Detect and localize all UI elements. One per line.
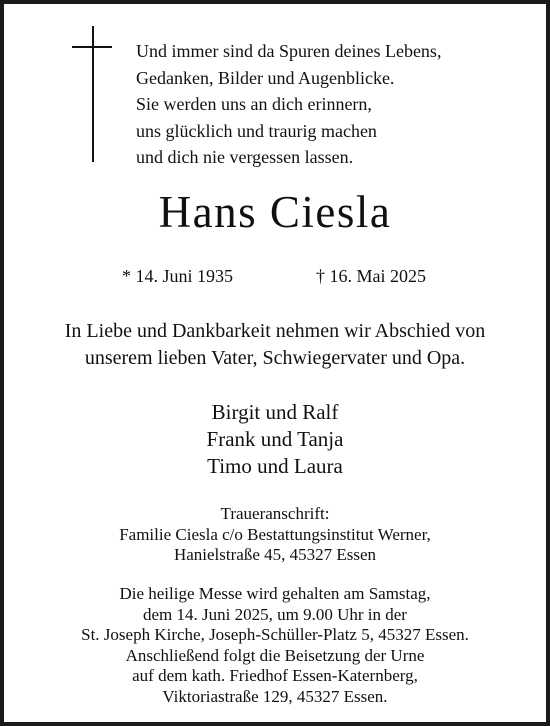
poem-line: Und immer sind da Spuren deines Lebens, [136, 41, 442, 61]
memorial-poem [136, 38, 441, 171]
farewell-line: unserem lieben Vater, Schwiegervater und Opa. [84, 347, 466, 369]
farewell-line: In Liebe und Dankbarkeit nehmen wir Abschied von [64, 320, 486, 342]
address-line: Hanielstraße 45, 45327 Essen [173, 545, 377, 564]
service-details [4, 584, 546, 707]
mourner-couple: Frank und Tanja [206, 427, 344, 451]
farewell-text [4, 318, 546, 372]
deceased-name: Hans Ciesla [158, 187, 392, 237]
service-line: Viktoriastraße 129, 45327 Essen. [162, 686, 388, 706]
mourners-list [4, 399, 546, 480]
poem-line: und dich nie vergessen lassen. [136, 147, 354, 167]
service-line: Die heilige Messe wird gehalten am Samstag, [119, 584, 431, 603]
poem-line: Gedanken, Bilder und Augenblicke. [136, 67, 395, 88]
poem-line: uns glücklich und traurig machen [136, 120, 377, 141]
mourner-couple: Timo und Laura [207, 454, 343, 478]
service-line: St. Joseph Kirche, Joseph-Schüller-Platz 5, 45327 Essen. [81, 625, 469, 644]
service-line: auf dem kath. Friedhof Essen-Katernberg, [132, 666, 418, 685]
mourner-couple: Birgit und Ralf [211, 400, 339, 424]
address-line: Traueranschrift: [220, 504, 330, 523]
service-line: Anschließend folgt die Beisetzung der Urne [125, 645, 425, 665]
address-line: Familie Ciesla c/o Bestattungsinstitut Werner, [119, 524, 431, 544]
birth-date: * 14. Juni 1935 [122, 266, 234, 286]
service-line: dem 14. Juni 2025, um 9.00 Uhr in der [143, 604, 407, 624]
death-date: † 16. Mai 2025 [316, 266, 426, 286]
mourning-address [4, 504, 546, 566]
cross-icon [72, 26, 112, 162]
poem-line: Sie werden uns an dich erinnern, [136, 94, 372, 114]
